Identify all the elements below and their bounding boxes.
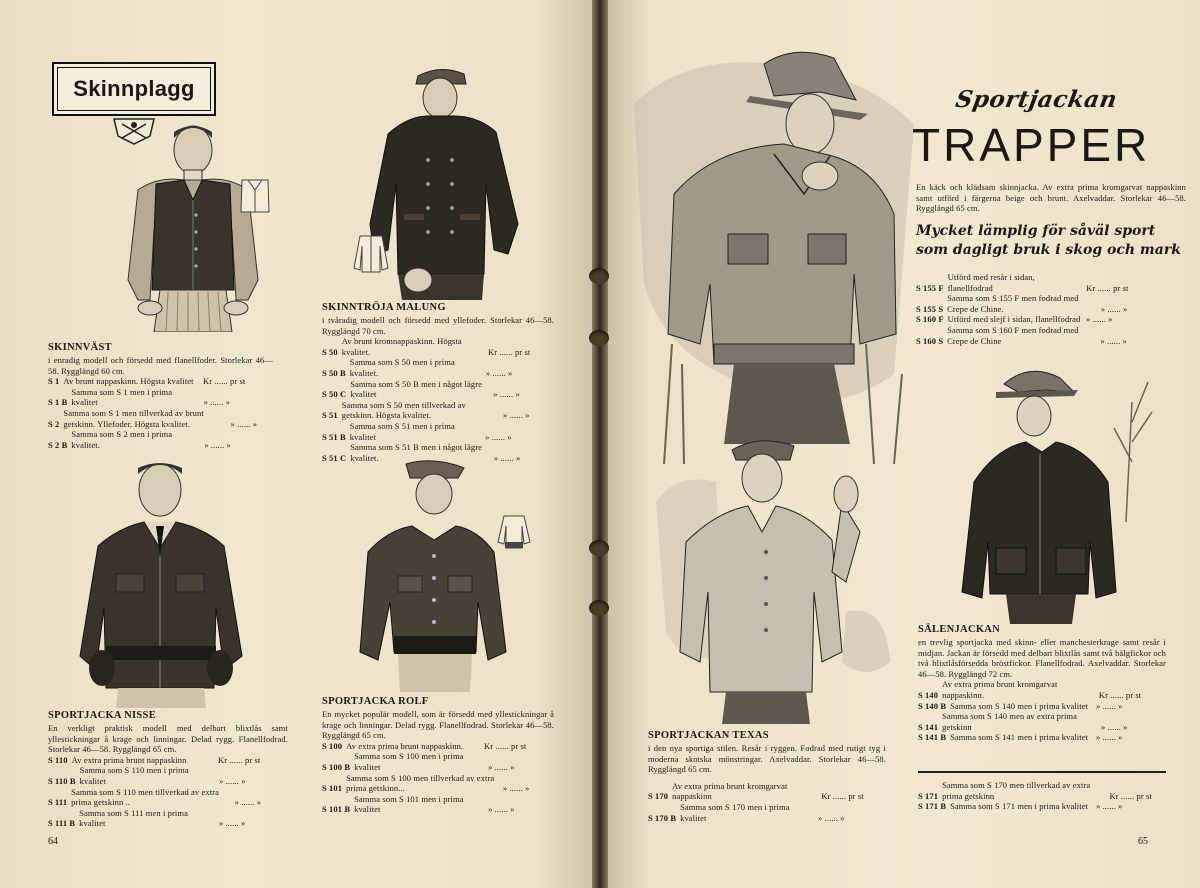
item-row <box>916 293 1156 314</box>
item-row <box>322 357 554 378</box>
item-code: S 171 <box>918 790 939 801</box>
item-row <box>48 755 288 766</box>
item-desc: Samma som S 110 men i prima kvalitet <box>79 765 189 786</box>
item-code: S 2 B <box>48 439 68 450</box>
item-price: » ...... » <box>485 431 512 442</box>
item-desc: Samma som S 50 men tillverkad av getskinn. Högsta kvalitet. <box>341 399 466 421</box>
item-desc: Av brunt nappaskinn. Högsta kvalitet <box>63 376 194 387</box>
item-desc: Samma som S 50 B men i något lägre kvalitet <box>350 378 483 400</box>
illustration-sportjackan-texas <box>656 432 890 724</box>
back-view-rolf-icon <box>496 512 532 554</box>
item-row <box>322 336 554 357</box>
product-title: SKINNTRÖJA MALUNG <box>322 302 446 313</box>
item-row <box>322 741 554 752</box>
illustration-skinntroja-malung <box>368 64 524 300</box>
item-desc: Samma som S 140 men i prima kvalitet <box>950 700 1089 711</box>
item-code: S 100 <box>322 740 343 751</box>
item-price: » ...... » <box>204 439 231 450</box>
product-title: SPORTJACKA NISSE <box>48 710 157 721</box>
section-header: Skinnplagg <box>57 67 211 111</box>
item-price: » ...... » <box>502 783 530 794</box>
item-code: S 1 B <box>48 397 68 408</box>
back-view-malung-icon <box>352 232 390 276</box>
item-code: S 101 B <box>322 804 351 815</box>
binding-hole <box>589 600 609 616</box>
item-code: S 160 S <box>916 335 944 346</box>
item-desc: Samma som S 170 men i prima kvalitet <box>680 801 790 823</box>
item-row <box>918 711 1166 732</box>
slogan: Mycket lämplig för såväl sport som dagligt bruk i skog och mark <box>916 223 1181 258</box>
item-price: » ...... » <box>818 812 845 823</box>
item-desc: Av extra prima brunt nappaskinn <box>71 754 187 765</box>
item-code: S 140 B <box>918 700 947 711</box>
item-code: S 51 B <box>322 431 346 442</box>
item-price: » ...... » <box>493 452 521 463</box>
item-desc: Samma som S 100 men tillverkad av extra prima getskinn... <box>346 772 495 794</box>
product-description: En verkligt praktisk modell med delbart blixtlås samt yllestickningar å krage och linningar. Delad rygg. Flanellfodrad. Storlekar 46—58. Rygglängd 65 cm. <box>48 723 288 755</box>
item-row <box>648 802 886 823</box>
item-code: S 50 B <box>322 367 346 378</box>
book-gutter <box>592 0 608 888</box>
item-desc: Samma som S 141 men i prima kvalitet <box>950 732 1089 743</box>
right-page <box>604 0 1200 888</box>
item-row <box>322 400 554 421</box>
item-code: S 51 C <box>322 452 347 463</box>
item-code: S 50 <box>322 346 338 357</box>
item-price: » ...... » <box>1100 303 1128 314</box>
product-title: SKINNVÄST <box>48 342 112 353</box>
item-row <box>916 314 1156 325</box>
item-desc: Utförd med slejf i sidan, flanellfodrad <box>947 314 1081 325</box>
item-code: S 160 F <box>916 314 944 325</box>
product-block-nisse <box>48 710 288 829</box>
item-row <box>322 421 554 442</box>
item-row <box>322 751 554 772</box>
item-desc: Samma som S 51 B men i något lägre kvalitet. <box>350 442 483 463</box>
item-desc: Av extra prima brunt nappaskinn. <box>346 740 464 751</box>
binding-hole <box>589 268 609 284</box>
item-row <box>48 765 288 786</box>
item-desc: Utförd med resår i sidan, flanellfodrad <box>947 272 1035 293</box>
item-price: » ...... » <box>488 761 515 772</box>
item-row <box>322 794 554 815</box>
item-code: S 51 <box>322 410 338 421</box>
item-row <box>48 808 288 829</box>
item-row <box>322 379 554 400</box>
item-code: S 141 <box>918 721 939 732</box>
item-desc: Samma som S 155 F men fodrad med Crepe de Chine. <box>947 293 1079 314</box>
item-price: » ...... » <box>1096 700 1123 711</box>
item-row <box>918 732 1166 743</box>
item-code: S 101 <box>322 783 343 794</box>
item-price: » ...... » <box>493 389 520 400</box>
product-description: i den nya sportiga stilen. Resår i ryggen. Fodrad med rutigt tyg i moderna skotska mönstringar. Axelvaddar. Storlekar 46—58. Rygglängd 65 cm. <box>648 743 886 775</box>
item-desc: Av extra prima brunt kromgarvat nappaskinn. <box>942 679 1058 700</box>
item-price: Kr ...... pr st <box>1109 790 1152 801</box>
item-row <box>48 376 273 387</box>
item-row <box>916 272 1156 293</box>
item-desc: Samma som S 140 men av extra prima getskinn <box>942 711 1077 732</box>
product-block-malung <box>322 302 554 463</box>
script-title: Sportjackan <box>953 86 1120 113</box>
item-row <box>48 429 273 450</box>
trapper-intro-text: En käck och klädsam skinnjacka. Av extra prima kromgarvat nappaskinn samt utförd i färgerna beige och brunt. Axelvaddar. Storlekar 46—58. Rygglängd 65 cm. <box>916 182 1186 214</box>
illustration-trapper <box>624 44 924 474</box>
item-code: S 111 <box>48 797 68 808</box>
item-code: S 171 B <box>918 801 947 812</box>
product-block-salenjackan <box>918 624 1166 743</box>
item-row <box>322 442 554 463</box>
item-code: S 141 B <box>918 732 947 743</box>
section-header-box <box>52 62 216 116</box>
item-price: Kr ...... pr st <box>821 791 864 802</box>
product-description: i tvåradig modell och försedd med yllefoder. Storlekar 46—58. Rygglängd 70 cm. <box>322 315 554 336</box>
item-price: » ...... » <box>203 397 231 408</box>
item-row <box>918 701 1166 712</box>
illustration-sportjacka-nisse <box>78 456 248 708</box>
item-price: Kr ...... pr st <box>1098 689 1142 700</box>
item-desc: Samma som S 101 men i prima kvalitet <box>354 793 464 815</box>
item-price: » ...... » <box>488 804 515 815</box>
item-desc: Samma som S 100 men i prima kvalitet <box>354 751 464 772</box>
product-title: SÄLENJACKAN <box>918 624 1001 635</box>
item-code: S 100 B <box>322 761 351 772</box>
item-desc: Samma som S 1 men i prima kvalitet <box>71 386 173 408</box>
item-row <box>918 801 1166 812</box>
product-block-rolf <box>322 696 554 815</box>
illustration-salenjackan <box>956 362 1156 624</box>
item-price: Kr ...... pr st <box>1086 282 1129 293</box>
item-desc: Samma som S 110 men tillverkad av extra prima getskinn .. <box>71 786 219 808</box>
product-block-s171 <box>918 780 1166 812</box>
item-desc: Samma som S 2 men i prima kvalitet. <box>71 429 173 450</box>
item-row <box>48 787 288 808</box>
item-price: » ...... » <box>1096 801 1123 812</box>
item-code: S 110 <box>48 754 68 765</box>
product-title: SPORTJACKAN TEXAS <box>648 730 769 741</box>
item-code: S 2 <box>48 418 60 429</box>
illustration-sportjacka-rolf <box>338 456 508 692</box>
page-number-right: 65 <box>1138 836 1148 847</box>
item-price: » ...... » <box>1100 335 1127 346</box>
item-desc: Samma som S 160 F men fodrad med Crepe de Chine <box>947 324 1079 346</box>
product-block-texas <box>648 730 886 823</box>
item-desc: Samma som S 111 men i prima kvalitet <box>79 807 188 829</box>
item-desc: Samma som S 1 men tillverkad av brunt getskinn. Yllefoder. Högsta kvalitet. <box>63 407 204 429</box>
divider-line <box>918 771 1166 773</box>
binding-hole <box>589 330 609 346</box>
item-code: S 170 B <box>648 812 677 823</box>
item-price: » ...... » <box>1086 314 1113 325</box>
item-price: Kr ...... pr st <box>218 754 261 765</box>
item-row <box>48 387 273 408</box>
item-desc: Samma som S 51 men i prima kvalitet <box>349 420 455 442</box>
item-price: » ...... » <box>230 418 258 429</box>
item-price: » ...... » <box>234 797 262 808</box>
item-desc: Av brunt kromnappaskinn. Högsta kvalitet. <box>341 336 462 357</box>
back-view-vest-icon <box>238 174 272 216</box>
item-desc: Samma som S 171 men i prima kvalitet <box>950 801 1089 812</box>
item-code: S 50 C <box>322 389 347 400</box>
item-code: S 155 F <box>916 282 944 293</box>
product-description: i enradig modell och försedd med flanellfoder. Storlekar 46—58. Rygglängd 60 cm. <box>48 355 273 376</box>
item-row <box>322 773 554 794</box>
item-code: S 170 <box>648 791 669 802</box>
item-price: Kr ...... pr st <box>484 740 527 751</box>
trapper-items <box>916 272 1156 346</box>
item-code: S 1 <box>48 376 60 387</box>
left-page <box>0 0 596 888</box>
item-code: S 110 B <box>48 775 76 786</box>
binding-hole <box>589 540 609 556</box>
item-desc: Av extra prima brunt kromgarvat nappaskinn <box>672 780 788 802</box>
item-price: Kr ...... pr st <box>203 376 246 387</box>
item-code: S 111 B <box>48 818 76 829</box>
item-row <box>918 780 1166 801</box>
product-description: en trevlig sportjacka med skinn- eller manchesterkrage samt resår i midjan. Jackan är försedd med delbart blixtlås samt två bälgfickor och två blixtlåsförsedda bröstfickor. Flanellfodrad. Axelvaddar. Storlekar 46—58. Rygglängd 72 cm. <box>918 637 1166 679</box>
item-row <box>916 325 1156 346</box>
item-price: » ...... » <box>218 818 246 829</box>
item-price: » ...... » <box>485 367 513 378</box>
page-number-left: 64 <box>48 836 58 847</box>
item-code: S 140 <box>918 689 939 700</box>
item-price: » ...... » <box>1096 732 1123 743</box>
item-price: Kr ...... pr st <box>487 346 531 357</box>
product-title: SPORTJACKA ROLF <box>322 696 429 707</box>
item-row <box>918 679 1166 700</box>
product-description: En mycket populär modell, som är försedd med yllestickningar å krage och linningar. Delad rygg. Flanellfodrad. Storlekar 46—58. Rygglängd 65 cm. <box>322 709 554 741</box>
item-desc: Samma som S 50 men i prima kvalitet. <box>349 357 455 378</box>
item-price: » ...... » <box>1100 721 1128 732</box>
item-code: S 155 S <box>916 303 944 314</box>
item-price: » ...... » <box>219 775 246 786</box>
illustration-skinnvast <box>108 120 278 332</box>
item-desc: Samma som S 170 men tillverkad av extra prima getskinn <box>942 780 1091 801</box>
item-row <box>648 781 886 802</box>
item-price: » ...... » <box>503 410 530 421</box>
big-title: TRAPPER <box>912 119 1151 171</box>
item-row <box>48 408 273 429</box>
product-block-skinnvast <box>48 342 273 450</box>
trapper-intro <box>916 182 1186 214</box>
